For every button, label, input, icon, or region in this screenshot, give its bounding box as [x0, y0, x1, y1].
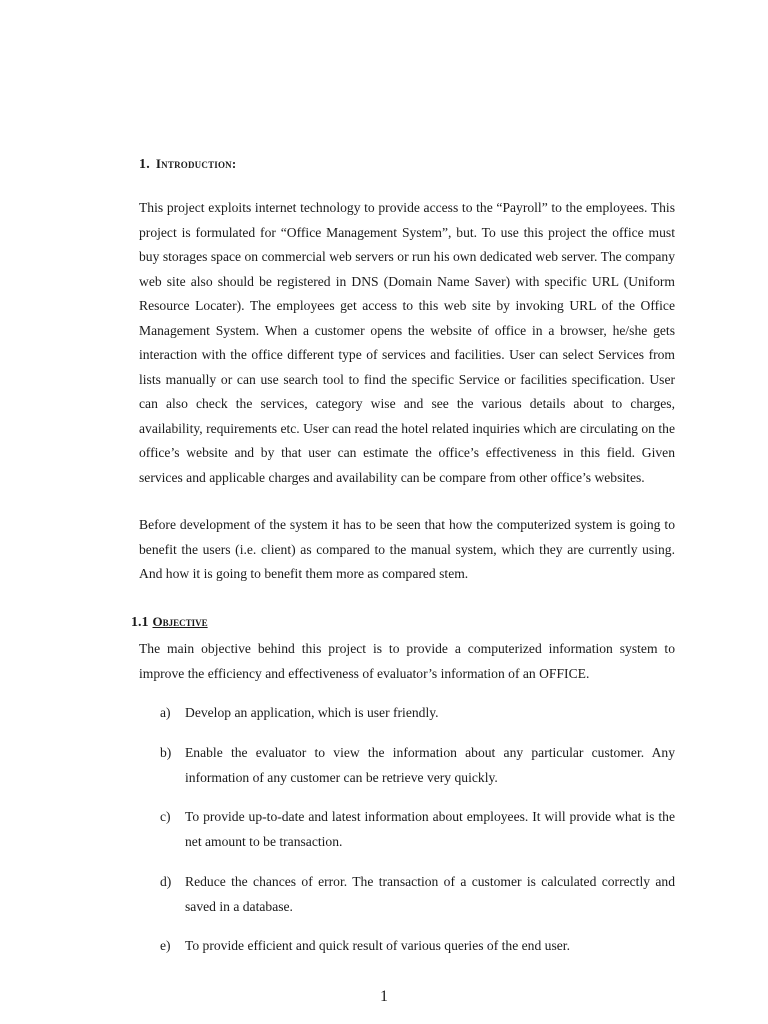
objective-paragraph: The main objective behind this project is to provide a computerized information system to improve the efficiency and effectiveness of evaluator’s information of an OFFICE. — [139, 641, 675, 681]
subsection-heading-objective — [131, 614, 208, 631]
list-item — [160, 741, 675, 790]
list-item-text: To provide efficient and quick result of various queries of the end user. — [185, 938, 570, 953]
subsection-title: Objective — [152, 614, 208, 629]
list-marker: d) — [160, 874, 172, 889]
list-item-text: Reduce the chances of error. The transaction of a customer is calculated correctly and saved in a database. — [185, 874, 675, 914]
list-marker: b) — [160, 745, 172, 760]
list-marker: e) — [160, 938, 171, 953]
list-marker: a) — [160, 705, 171, 720]
section-heading-introduction — [139, 156, 236, 173]
list-item — [160, 934, 675, 959]
list-item — [160, 870, 675, 919]
intro-paragraph: This project exploits internet technology to provide access to the “Payroll” to the employees. This project is formulated for “Office Management System”, but. To use this project the office must buy storages space on commercial web servers or run his own dedicated web server. The company web site also should be registered in DNS (Domain Name Saver) with specific URL (Uniform Resource Locater). The employees get access to this web site by invoking URL of the Office Management System. When a customer opens the website of office in a browser, he/she gets interaction with the office different type of services and facilities. User can select Services from lists manually or can use search tool to find the specific Service or facilities specification. User can also check the services, category wise and see the various details about to charges, availability, requirements etc. User can read the hotel related inquiries which are circulating on the office’s website and by that user can estimate the office’s effectiveness in this field. Given services and applicable charges and availability can be compare from other office’s websites. — [139, 200, 675, 485]
section-number: 1. — [139, 157, 150, 172]
list-marker: c) — [160, 809, 171, 824]
before-development-paragraph: Before development of the system it has to be seen that how the computerized system is going to benefit the users (i.e. client) as compared to the manual system, which they are currently using. And how it is going to benefit them more as compared stem. — [139, 517, 675, 581]
subsection-number: 1.1 — [131, 615, 149, 630]
list-item-text: To provide up-to-date and latest information about employees. It will provide what is the net amount to be transaction. — [185, 809, 675, 849]
page-number: 1 — [380, 988, 388, 1005]
list-item-text: Develop an application, which is user friendly. — [185, 705, 439, 720]
section-title: Introduction: — [155, 156, 237, 171]
list-item-text: Enable the evaluator to view the information about any particular customer. Any information of any customer can be retrieve very quickly. — [185, 745, 675, 785]
list-item — [160, 701, 675, 726]
list-item — [160, 805, 675, 854]
